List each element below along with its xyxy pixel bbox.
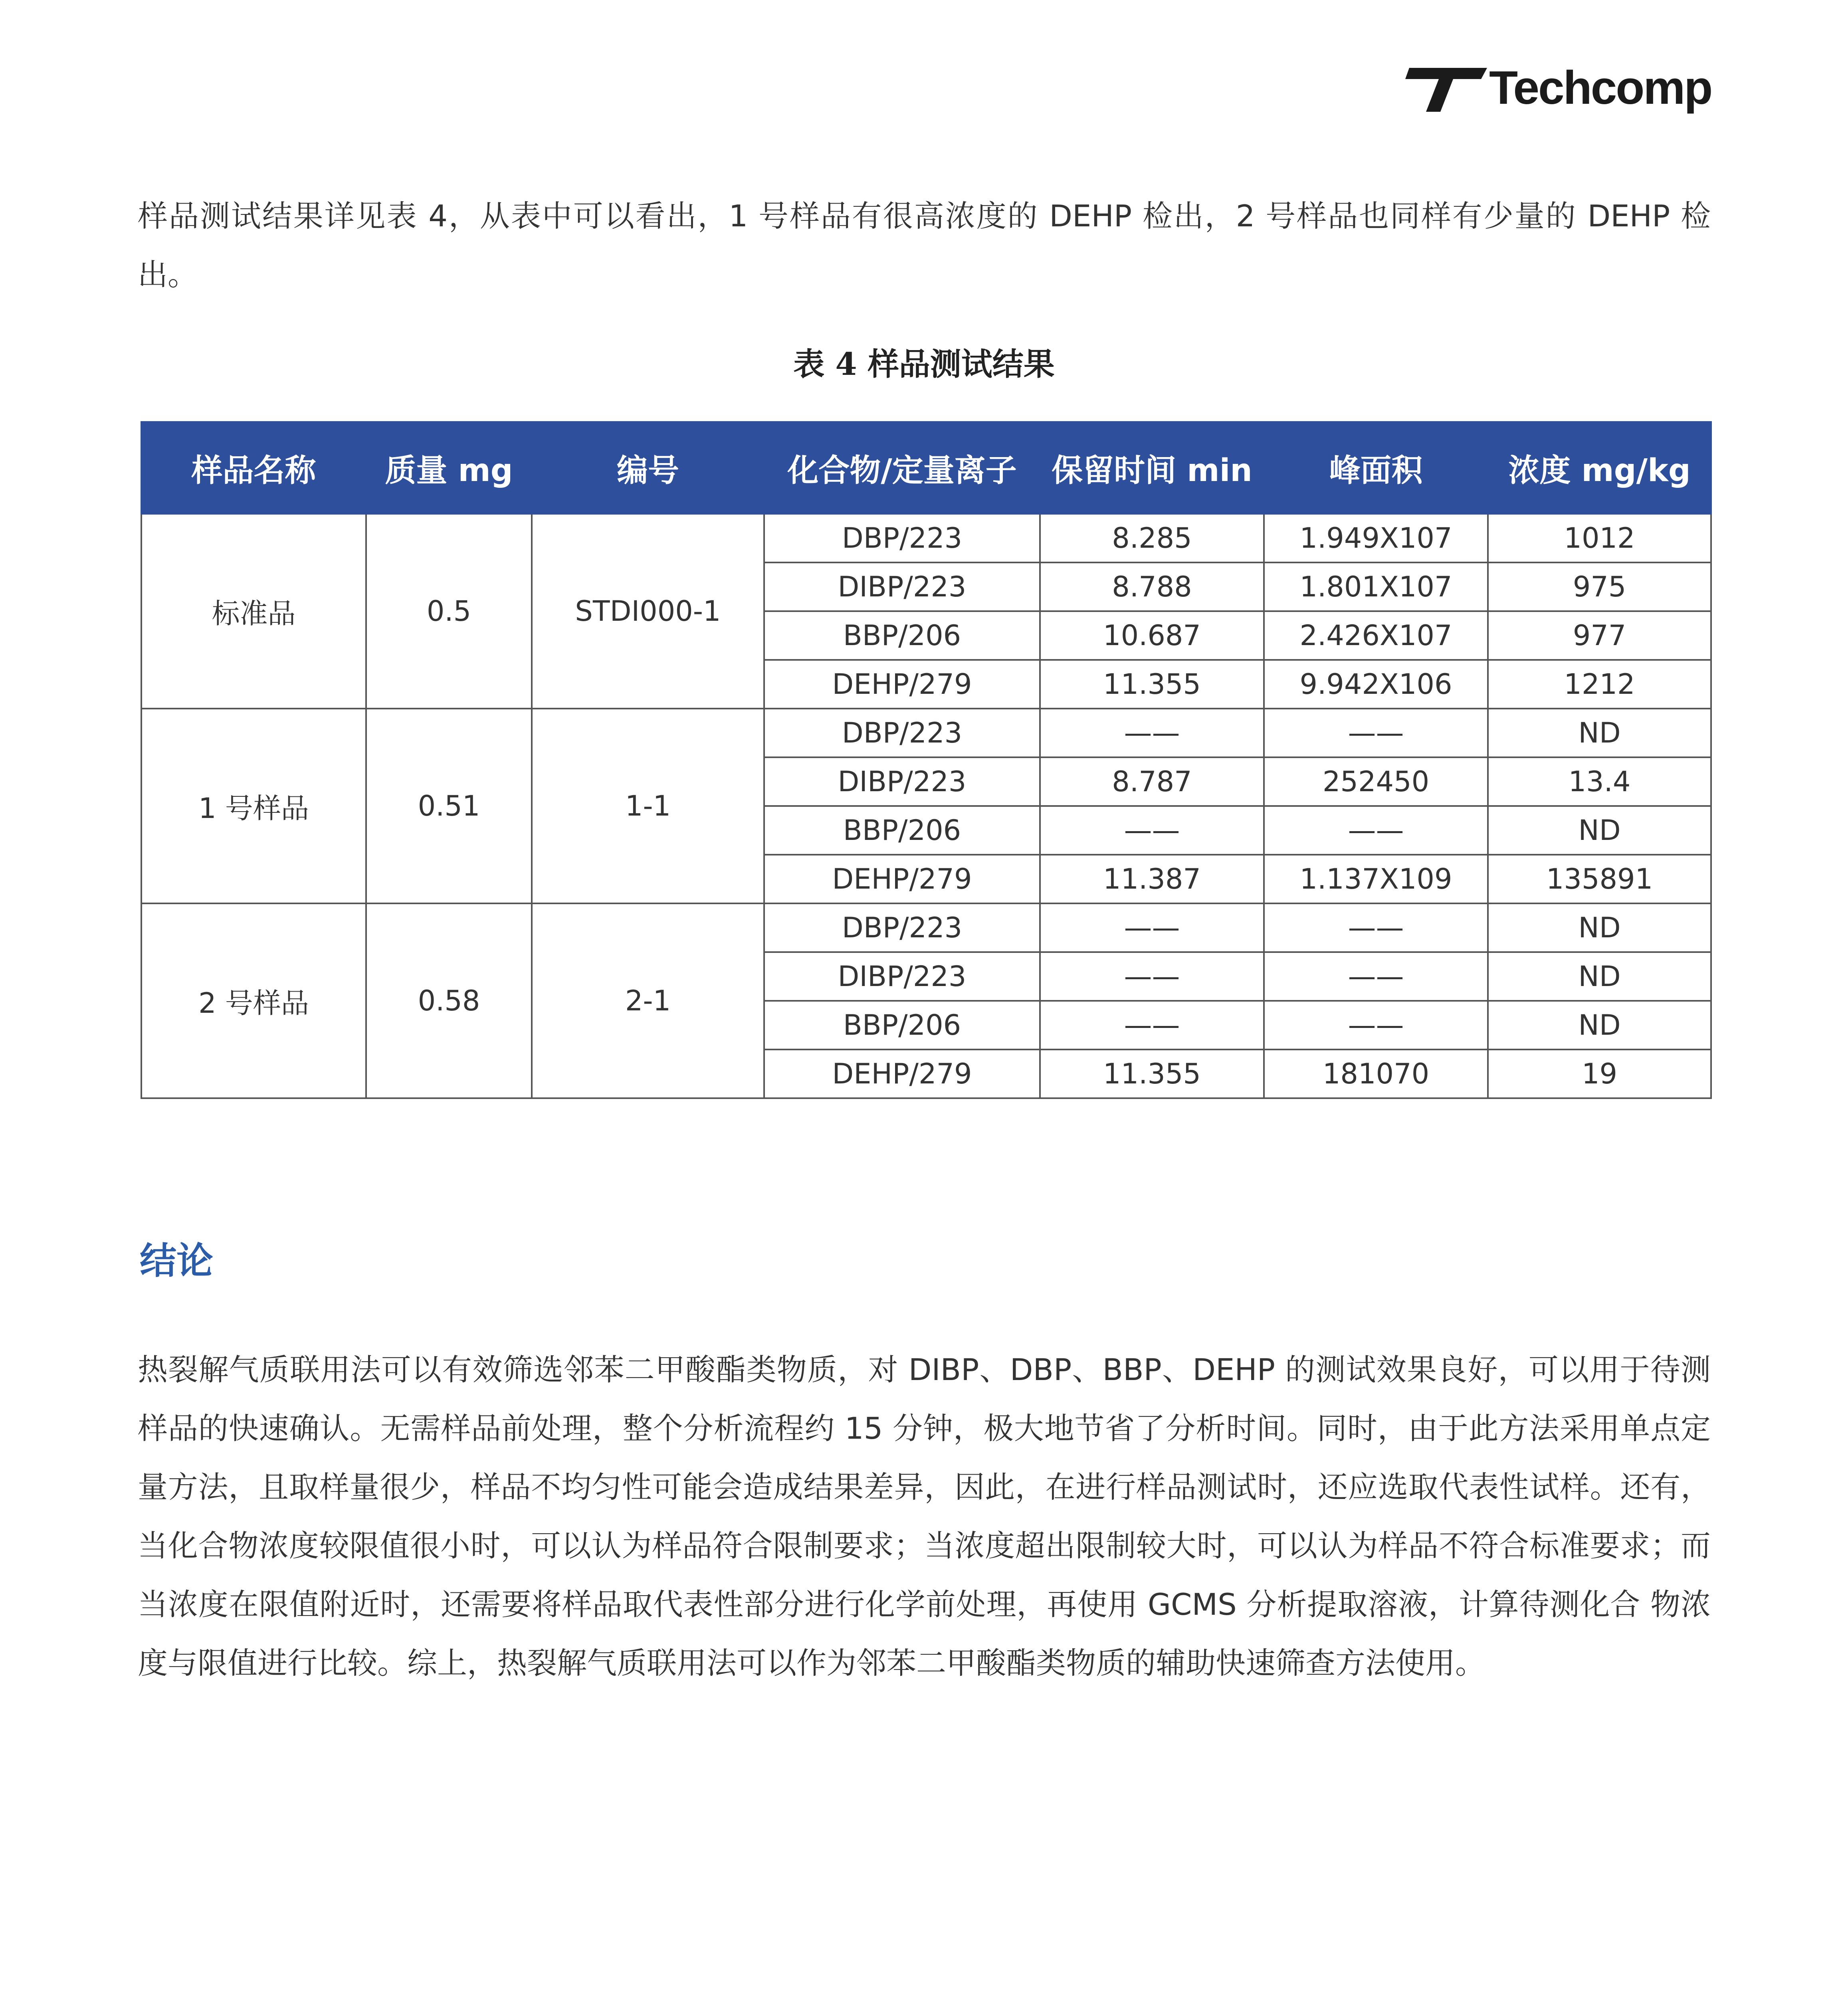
header-compound-ion: 化合物/定量离子 <box>764 422 1040 514</box>
sample-id-cell: STDI000-1 <box>532 514 764 709</box>
sample-name-cell: 2 号样品 <box>141 903 366 1098</box>
compound-cell: DEHP/279 <box>764 855 1040 903</box>
retention-time-cell: —— <box>1040 1001 1264 1049</box>
concentration-cell: 1212 <box>1488 660 1711 709</box>
concentration-cell: 975 <box>1488 562 1711 611</box>
header-retention-time: 保留时间 min <box>1040 422 1264 514</box>
peak-area-cell: 9.942X106 <box>1264 660 1488 709</box>
mass-cell: 0.58 <box>366 903 532 1098</box>
header-concentration: 浓度 mg/kg <box>1488 422 1711 514</box>
compound-cell: DIBP/223 <box>764 562 1040 611</box>
compound-cell: DIBP/223 <box>764 757 1040 806</box>
peak-area-cell: 181070 <box>1264 1049 1488 1098</box>
concentration-cell: 1012 <box>1488 514 1711 562</box>
retention-time-cell: 11.355 <box>1040 660 1264 709</box>
sample-name-cell: 标准品 <box>141 514 366 709</box>
results-table <box>141 421 1712 1099</box>
peak-area-cell: —— <box>1264 903 1488 952</box>
compound-cell: DEHP/279 <box>764 1049 1040 1098</box>
mass-cell: 0.51 <box>366 709 532 903</box>
sample-name-cell: 1 号样品 <box>141 709 366 903</box>
header-peak-area: 峰面积 <box>1264 422 1488 514</box>
retention-time-cell: —— <box>1040 952 1264 1001</box>
peak-area-cell: 252450 <box>1264 757 1488 806</box>
compound-cell: BBP/206 <box>764 806 1040 855</box>
retention-time-cell: —— <box>1040 806 1264 855</box>
concentration-cell: 13.4 <box>1488 757 1711 806</box>
company-logo <box>1405 60 1733 116</box>
retention-time-cell: 8.788 <box>1040 562 1264 611</box>
conclusion-paragraph: 热裂解气质联用法可以有效筛选邻苯二甲酸酯类物质，对 DIBP、DBP、BBP、DEHP 的测试效果良好，可以用于待测样品的快速确认。无需样品前处理，整个分析流程约 15 分钟，极大地节省了分析时间。同时，由于此方法采用单点定量方法，且取样量很少，样品不均匀性可能会造成结果差异，因此，在进行样品测试时，还应选取代表性试样。还有，当化合物浓度较限值很小时，可以认为样品符合限制要求；当浓度超出限制较大时，可以认为样品不符合标准要求；而当浓度在限值附近时，还需要将样品取代表性部分进行化学前处理，再使用 GCMS 分析提取溶液，计算待测化合 物浓度与限值进行比较。综上，热裂解气质联用法可以作为邻苯二甲酸酯类物质的辅助快速筛查方法使用。 <box>138 1352 1711 1681</box>
compound-cell: BBP/206 <box>764 1001 1040 1049</box>
retention-time-cell: 10.687 <box>1040 611 1264 660</box>
retention-time-cell: 11.355 <box>1040 1049 1264 1098</box>
table-caption: 表 4 样品测试结果 <box>793 346 1055 382</box>
table-row <box>141 514 1711 562</box>
peak-area-cell: —— <box>1264 1001 1488 1049</box>
retention-time-cell: 11.387 <box>1040 855 1264 903</box>
concentration-cell: ND <box>1488 952 1711 1001</box>
compound-cell: DBP/223 <box>764 514 1040 562</box>
mass-cell: 0.5 <box>366 514 532 709</box>
intro-paragraph: 样品测试结果详见表 4，从表中可以看出，1 号样品有很高浓度的 DEHP 检出，2 号样品也同样有少量的 DEHP 检出。 <box>138 198 1711 292</box>
peak-area-cell: 1.949X107 <box>1264 514 1488 562</box>
techcomp-t-logo-icon <box>1405 60 1493 116</box>
concentration-cell: 135891 <box>1488 855 1711 903</box>
peak-area-cell: —— <box>1264 709 1488 757</box>
table-row <box>141 903 1711 952</box>
compound-cell: DIBP/223 <box>764 952 1040 1001</box>
concentration-cell: 19 <box>1488 1049 1711 1098</box>
compound-cell: BBP/206 <box>764 611 1040 660</box>
peak-area-cell: —— <box>1264 952 1488 1001</box>
peak-area-cell: 1.137X109 <box>1264 855 1488 903</box>
header-mass: 质量 mg <box>366 422 532 514</box>
peak-area-cell: —— <box>1264 806 1488 855</box>
compound-cell: DBP/223 <box>764 903 1040 952</box>
concentration-cell: ND <box>1488 709 1711 757</box>
compound-cell: DBP/223 <box>764 709 1040 757</box>
concentration-cell: ND <box>1488 1001 1711 1049</box>
retention-time-cell: 8.787 <box>1040 757 1264 806</box>
retention-time-cell: 8.285 <box>1040 514 1264 562</box>
conclusion-heading: 结论 <box>140 1240 214 1282</box>
sample-id-cell: 1-1 <box>532 709 764 903</box>
concentration-cell: ND <box>1488 806 1711 855</box>
header-id: 编号 <box>532 422 764 514</box>
sample-id-cell: 2-1 <box>532 903 764 1098</box>
peak-area-cell: 2.426X107 <box>1264 611 1488 660</box>
concentration-cell: ND <box>1488 903 1711 952</box>
retention-time-cell: —— <box>1040 903 1264 952</box>
compound-cell: DEHP/279 <box>764 660 1040 709</box>
concentration-cell: 977 <box>1488 611 1711 660</box>
peak-area-cell: 1.801X107 <box>1264 562 1488 611</box>
table-row <box>141 709 1711 757</box>
logo-text: Techcomp <box>1489 61 1712 114</box>
header-sample-name: 样品名称 <box>141 422 366 514</box>
table-header-row <box>141 422 1711 514</box>
retention-time-cell: —— <box>1040 709 1264 757</box>
